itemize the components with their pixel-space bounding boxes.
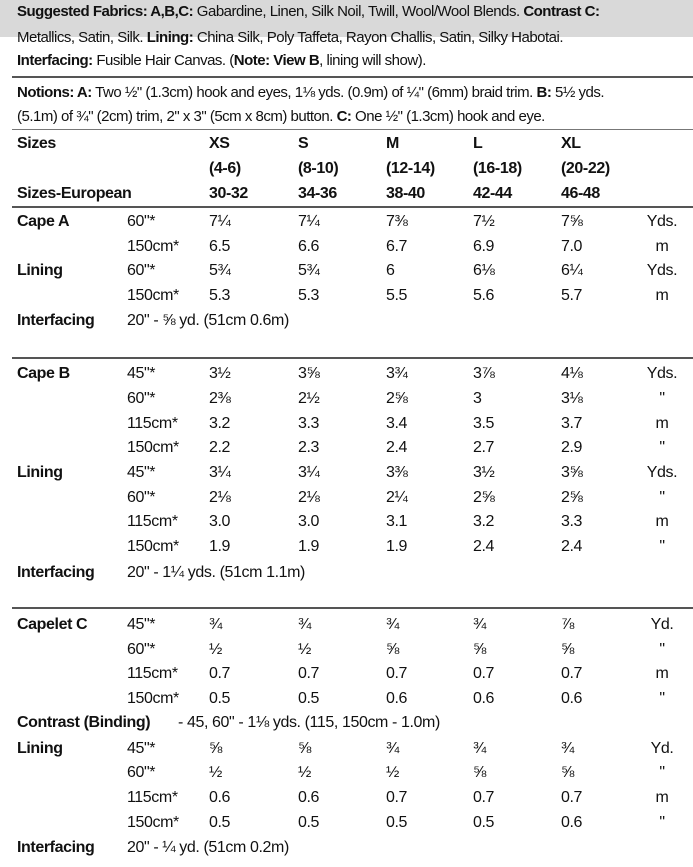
row-label: Lining [17,740,63,757]
unit-label: m [655,287,669,304]
yardage-value: 0.6 [209,789,231,806]
size-name-s: S [298,135,309,152]
fabric-width: 115cm* [127,665,178,682]
yardage-value: 2.9 [561,439,583,456]
yardage-value: 0.6 [386,690,408,707]
fabric-width: 60"* [127,213,156,230]
interfacing-text: Fusible Hair Canvas. ( [92,52,234,69]
notions-text-a: Two ½" (1.3cm) hook and eyes, 1⅛ yds. (0.9m) of ¼" (6mm) braid trim. [91,84,537,101]
yardage-value: 0.7 [561,665,583,682]
yardage-value: 2¼ [386,489,408,506]
yardage-value: 3⅝ [561,464,583,481]
row-note-text: 20" - 1¼ yds. (51cm 1.1m) [127,564,305,581]
size-range-m: (12-14) [386,160,435,177]
row-label: Contrast (Binding) [17,714,151,731]
fabric-width: 45"* [127,365,156,382]
yardage-value: ⅞ [561,616,574,633]
fabric-width: 45"* [127,616,156,633]
yardage-value: 0.6 [561,690,583,707]
fabric-width: 60"* [127,262,156,279]
row-note-text: - 45, 60" - 1⅛ yds. (115, 150cm - 1.0m) [178,714,440,731]
yardage-value: ⅝ [386,641,399,658]
unit-label: m [655,238,669,255]
yardage-value: 2.4 [473,538,495,555]
fabric-width: 45"* [127,464,156,481]
yardage-value: 1.9 [298,538,320,555]
unit-label: m [655,513,669,530]
unit-label: Yd. [650,740,674,757]
yardage-value: 0.7 [561,789,583,806]
size-euro-m: 38-40 [386,185,425,202]
unit-label: m [655,665,669,682]
row-label: Interfacing [17,312,95,329]
yardage-value: ½ [298,764,311,781]
yardage-value: 0.5 [473,814,495,831]
note-text: , lining will show). [319,52,426,69]
yardage-value: 3.5 [473,415,495,432]
fabrics-label: Suggested Fabrics: A,B,C: [17,3,194,20]
yardage-value: 7⅝ [561,213,583,230]
yardage-value: 0.5 [209,690,231,707]
fabric-width: 60"* [127,489,156,506]
yardage-value: 3.2 [473,513,495,530]
divider-cape-b [12,357,693,359]
sizes-european-label: Sizes-European [17,185,132,202]
yardage-value: 2.2 [209,439,231,456]
size-name-xl: XL [561,135,581,152]
yardage-value: 2½ [298,390,320,407]
unit-label: Yd. [650,616,674,633]
yardage-value: 7½ [473,213,495,230]
size-range-xs: (4-6) [209,160,241,177]
notions-line-2 [17,107,545,127]
divider-sizes [12,129,693,130]
row-label: Interfacing [17,839,95,856]
yardage-value: 3.1 [386,513,408,530]
yardage-value: 0.5 [209,814,231,831]
notions-text-b: 5½ yds. [551,84,605,101]
divider-notions [12,76,693,78]
yardage-value: 3.4 [386,415,408,432]
fabric-width: 150cm* [127,690,179,707]
row-label: Lining [17,464,63,481]
yardage-value: ¾ [473,616,486,633]
yardage-value: 6.9 [473,238,495,255]
yardage-value: 3.3 [298,415,320,432]
yardage-value: 2⅛ [209,489,231,506]
fabric-width: 150cm* [127,439,179,456]
yardage-value: 5¾ [298,262,320,279]
yardage-value: 3.0 [298,513,320,530]
yardage-value: 0.6 [561,814,583,831]
notions-b-label: B: [536,84,552,101]
notions-text-c: One ½" (1.3cm) hook and eye. [351,108,545,125]
yardage-value: ¾ [473,740,486,757]
yardage-value: 5.6 [473,287,495,304]
yardage-value: 3⅞ [473,365,495,382]
row-label: Interfacing [17,564,95,581]
fabric-width: 150cm* [127,814,179,831]
size-euro-l: 42-44 [473,185,512,202]
yardage-value: 3½ [209,365,231,382]
yardage-value: 5.3 [209,287,231,304]
yardage-value: 6⅛ [473,262,495,279]
fabrics-line-1 [17,2,599,22]
unit-label: m [655,415,669,432]
yardage-value: 3.0 [209,513,231,530]
fabric-width: 115cm* [127,789,178,806]
unit-label: m [655,789,669,806]
yardage-value: ¾ [386,616,399,633]
yardage-value: 3¼ [298,464,320,481]
sizes-label: Sizes [17,135,56,152]
fabrics-text: Gabardine, Linen, Silk Noil, Twill, Wool/Wool Blends. [193,3,524,20]
yardage-value: 3⅝ [298,365,320,382]
yardage-value: 7¼ [298,213,320,230]
section-label: Capelet C [17,616,88,633]
row-label: Lining [17,262,63,279]
yardage-value: ⅝ [209,740,222,757]
unit-label: " [659,489,665,506]
unit-label: Yds. [646,365,678,382]
yardage-value: 6.7 [386,238,408,255]
yardage-value: 0.7 [298,665,320,682]
fabrics-line-2 [17,28,563,48]
yardage-value: ¾ [561,740,574,757]
yardage-value: 0.7 [209,665,231,682]
unit-label: " [659,764,665,781]
yardage-value: ⅝ [473,641,486,658]
yardage-value: 2⅝ [473,489,495,506]
yardage-value: 2⅜ [209,390,231,407]
unit-label: Yds. [646,262,678,279]
yardage-value: ½ [209,641,222,658]
yardage-value: 2⅛ [298,489,320,506]
row-note-text: 20" - ⅝ yd. (51cm 0.6m) [127,312,289,329]
unit-label: " [659,439,665,456]
yardage-value: 2⅝ [561,489,583,506]
divider-capelet-c [12,607,693,609]
lining-text: China Silk, Poly Taffeta, Rayon Challis, Satin, Silky Habotai. [193,29,564,46]
unit-label: " [659,390,665,407]
unit-label: " [659,690,665,707]
yardage-value: 2⅝ [386,390,408,407]
yardage-value: 0.5 [298,814,320,831]
yardage-value: 7¼ [209,213,231,230]
contrast-text: Metallics, Satin, Silk. [17,29,147,46]
yardage-value: 3.7 [561,415,583,432]
yardage-value: ⅝ [561,641,574,658]
yardage-value: 3½ [473,464,495,481]
yardage-value: ¾ [298,616,311,633]
fabric-width: 60"* [127,641,156,658]
yardage-value: 0.7 [386,789,408,806]
yardage-value: ⅝ [561,764,574,781]
yardage-value: 7⅜ [386,213,408,230]
yardage-value: 3⅛ [561,390,583,407]
contrast-label: Contrast C: [523,3,600,20]
unit-label: " [659,538,665,555]
yardage-value: 0.7 [386,665,408,682]
size-range-l: (16-18) [473,160,522,177]
yardage-value: 7.0 [561,238,583,255]
fabric-width: 150cm* [127,538,179,555]
yardage-value: 0.7 [473,789,495,806]
row-note-text: 20" - ¼ yd. (51cm 0.2m) [127,839,289,856]
yardage-value: 4⅛ [561,365,583,382]
size-range-s: (8-10) [298,160,339,177]
unit-label: " [659,641,665,658]
notions-label: Notions: A: [17,84,92,101]
unit-label: Yds. [646,213,678,230]
yardage-value: 2.7 [473,439,495,456]
yardage-value: ¾ [386,740,399,757]
interfacing-line [17,51,426,71]
unit-label: " [659,814,665,831]
yardage-value: ⅝ [298,740,311,757]
section-label: Cape A [17,213,70,230]
yardage-value: 0.7 [473,665,495,682]
yardage-value: 5.7 [561,287,583,304]
yardage-value: 2.3 [298,439,320,456]
size-euro-xs: 30-32 [209,185,248,202]
yardage-value: 0.6 [473,690,495,707]
notions-text-b2: (5.1m) of ¾" (2cm) trim, 2" x 3" (5cm x 8cm) button. [17,108,337,125]
yardage-value: 2.4 [561,538,583,555]
yardage-value: 3¾ [386,365,408,382]
yardage-value: 3 [473,390,482,407]
fabric-width: 45"* [127,740,156,757]
fabric-width: 60"* [127,764,156,781]
interfacing-label: Interfacing: [17,52,93,69]
size-euro-s: 34-36 [298,185,337,202]
yardage-value: 3.2 [209,415,231,432]
lining-label: Lining: [146,29,194,46]
size-range-xl: (20-22) [561,160,610,177]
yardage-value: 0.5 [386,814,408,831]
size-name-m: M [386,135,399,152]
yardage-value: 0.5 [298,690,320,707]
yardage-value: ½ [298,641,311,658]
yardage-value: 1.9 [386,538,408,555]
unit-label: Yds. [646,464,678,481]
yardage-value: 6.5 [209,238,231,255]
notions-c-label: C: [336,108,352,125]
fabric-width: 150cm* [127,238,179,255]
yardage-value: 3.3 [561,513,583,530]
section-label: Cape B [17,365,70,382]
yardage-value: 0.6 [298,789,320,806]
yardage-value: 5.3 [298,287,320,304]
yardage-value: 5.5 [386,287,408,304]
yardage-value: 6 [386,262,395,279]
note-label: Note: View B [233,52,320,69]
fabric-width: 150cm* [127,287,179,304]
size-name-xs: XS [209,135,230,152]
yardage-value: 3¼ [209,464,231,481]
yardage-value: 5¾ [209,262,231,279]
size-name-l: L [473,135,483,152]
yardage-value: ½ [386,764,399,781]
fabric-width: 60"* [127,390,156,407]
size-euro-xl: 46-48 [561,185,600,202]
notions-line-1 [17,83,604,103]
yardage-value: 2.4 [386,439,408,456]
yardage-value: ⅝ [473,764,486,781]
yardage-value: ¾ [209,616,222,633]
fabric-width: 115cm* [127,415,178,432]
yardage-value: ½ [209,764,222,781]
yardage-value: 3⅜ [386,464,408,481]
yardage-value: 6¼ [561,262,583,279]
yardage-value: 6.6 [298,238,320,255]
divider-table-top [12,206,693,208]
yardage-value: 1.9 [209,538,231,555]
fabric-width: 115cm* [127,513,178,530]
